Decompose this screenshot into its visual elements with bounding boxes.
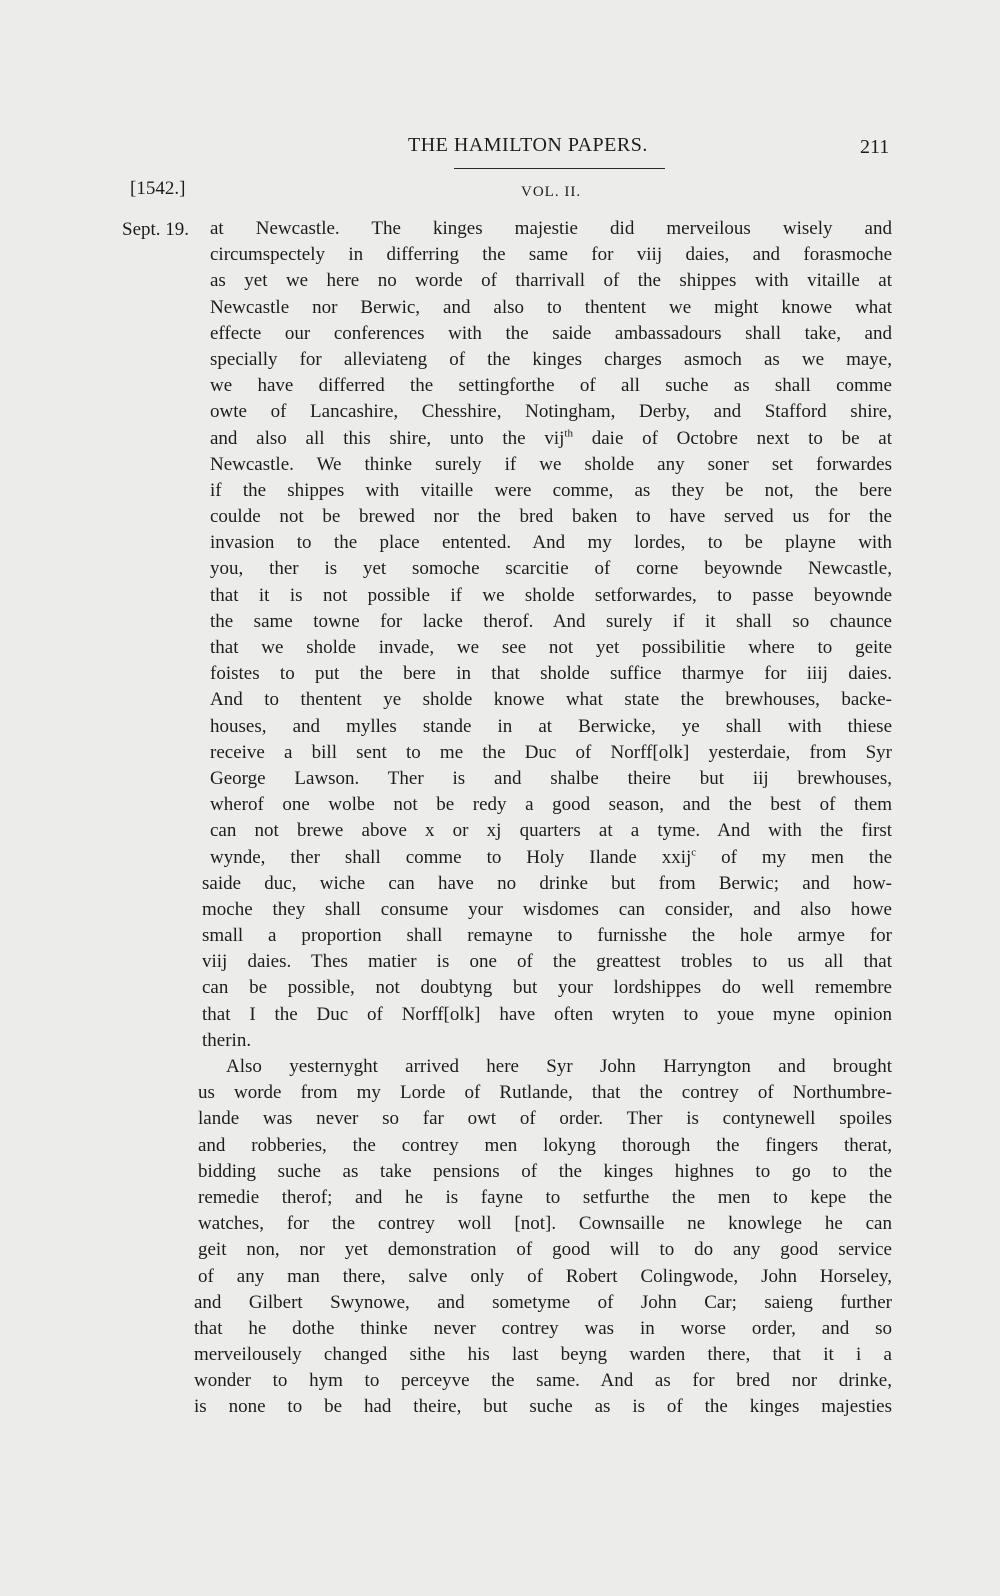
- text-line: that I the Duc of Norff[olk] have often wryten to youe myne opinion: [202, 1003, 892, 1025]
- text-line: if the shippes with vitaille were comme, as they be not, the bere: [210, 479, 892, 501]
- text-line: remedie therof; and he is fayne to setfurthe the men to kepe the: [198, 1186, 892, 1208]
- text-fragment: and also all this shire, unto the vij: [210, 427, 565, 449]
- text-line: that he dothe thinke never contrey was in worse order, and so: [194, 1317, 892, 1339]
- text-line: us worde from my Lorde of Rutlande, that the contrey of Northumbre-: [198, 1082, 892, 1104]
- text-fragment: daie of Octobre next to be at: [572, 427, 892, 449]
- text-line: that it is not possible if we sholde setforwardes, to passe beyownde: [210, 584, 892, 606]
- text-line: Newcastle. We thinke surely if we sholde any soner set forwardes: [210, 453, 892, 475]
- text-line: the same towne for lacke therof. And surely if it shall so chaunce: [210, 610, 892, 632]
- text-line: and robberies, the contrey men lokyng thorough the fingers therat,: [198, 1134, 892, 1156]
- text-line: specially for alleviateng of the kinges charges asmoch as we maye,: [210, 348, 892, 370]
- margin-date: Sept. 19.: [122, 219, 190, 240]
- text-line-with-superscript: [210, 845, 892, 871]
- text-line: bidding suche as take pensions of the kinges highnes to go to the: [198, 1160, 892, 1182]
- text-line: at Newcastle. The kinges majestie did merveilous wisely and: [210, 218, 892, 239]
- text-line: Newcastle nor Berwic, and also to thentent we might knowe what: [210, 296, 892, 318]
- text-line: merveilousely changed sithe his last beyng warden there, that it i a: [194, 1344, 892, 1366]
- running-title: THE HAMILTON PAPERS.: [408, 134, 648, 156]
- text-line: saide duc, wiche can have no drinke but from Berwic; and how-: [202, 872, 892, 894]
- text-line: And to thentent ye sholde knowe what state the brewhouses, backe-: [210, 689, 892, 711]
- text-line: owte of Lancashire, Chesshire, Notingham, Derby, and Stafford shire,: [210, 401, 892, 423]
- text-line: small a proportion shall remayne to furnisshe the hole armye for: [202, 925, 892, 947]
- text-line: receive a bill sent to me the Duc of Norff[olk] yesterdaie, from Syr: [210, 741, 892, 763]
- text-line: can not brewe above x or xj quarters at a tyme. And with the first: [210, 820, 892, 842]
- text-line: effecte our conferences with the saide ambassadours shall take, and: [210, 322, 892, 344]
- text-line: that we sholde invade, we see not yet possibilitie where to geite: [210, 637, 892, 658]
- text-line: lande was never so far owt of order. Ther is contynewell spoiles: [198, 1108, 892, 1130]
- body-text: [194, 216, 893, 1421]
- superscript: th: [564, 427, 573, 440]
- text-line: of any man there, salve only of Robert Colingwode, John Horseley,: [198, 1265, 892, 1287]
- text-line: viij daies. Thes matier is one of the greattest trobles to us all that: [202, 951, 892, 973]
- year-heading: [1542.]: [130, 178, 186, 199]
- text-line: wonder to hym to perceyve the same. And as for bred nor drinke,: [194, 1370, 892, 1392]
- text-fragment: wynde, ther shall comme to Holy Ilande xxij: [210, 846, 692, 868]
- text-line: you, ther is yet somoche scarcitie of corne beyownde Newcastle,: [210, 558, 892, 580]
- text-line-with-superscript: [210, 426, 892, 452]
- text-line: can be possible, not doubtyng but your lordshippes do well remembre: [202, 977, 892, 999]
- text-line: wherof one wolbe not be redy a good season, and the best of them: [210, 794, 892, 816]
- page-number: 211: [860, 136, 890, 158]
- text-line: we have differred the settingforthe of all suche as shall comme: [210, 375, 892, 397]
- text-fragment: of my men the: [696, 846, 893, 868]
- text-line: invasion to the place entented. And my lordes, to be playne with: [210, 532, 892, 554]
- text-line: Also yesternyght arrived here Syr John Harryngton and brought: [226, 1056, 892, 1077]
- text-line: foistes to put the bere in that sholde suffice tharmye for iiij daies.: [210, 663, 892, 685]
- text-line: is none to be had theire, but suche as is of the kinges majesties: [194, 1396, 892, 1418]
- text-line: coulde not be brewed nor the bred baken to have served us for the: [210, 506, 892, 528]
- text-line: and Gilbert Swynowe, and sometyme of John Car; saieng further: [194, 1291, 892, 1313]
- text-line: as yet we here no worde of tharrivall of the shippes with vitaille at: [210, 270, 892, 292]
- text-line: circumspectely in differring the same for viij daies, and forasmoche: [210, 244, 892, 266]
- superscript: c: [691, 846, 697, 859]
- title-rule: [454, 168, 665, 169]
- text-line: therin.: [202, 1029, 252, 1051]
- text-line: George Lawson. Ther is and shalbe theire but iij brewhouses,: [210, 767, 892, 789]
- text-line: houses, and mylles stande in at Berwicke, ye shall with thiese: [210, 715, 892, 737]
- text-line: geit non, nor yet demonstration of good will to do any good service: [198, 1239, 892, 1261]
- volume-heading: VOL. II.: [521, 184, 582, 200]
- text-line: moche they shall consume your wisdomes can consider, and also howe: [202, 898, 892, 920]
- text-line: watches, for the contrey woll [not]. Cownsaille ne knowlege he can: [198, 1213, 892, 1235]
